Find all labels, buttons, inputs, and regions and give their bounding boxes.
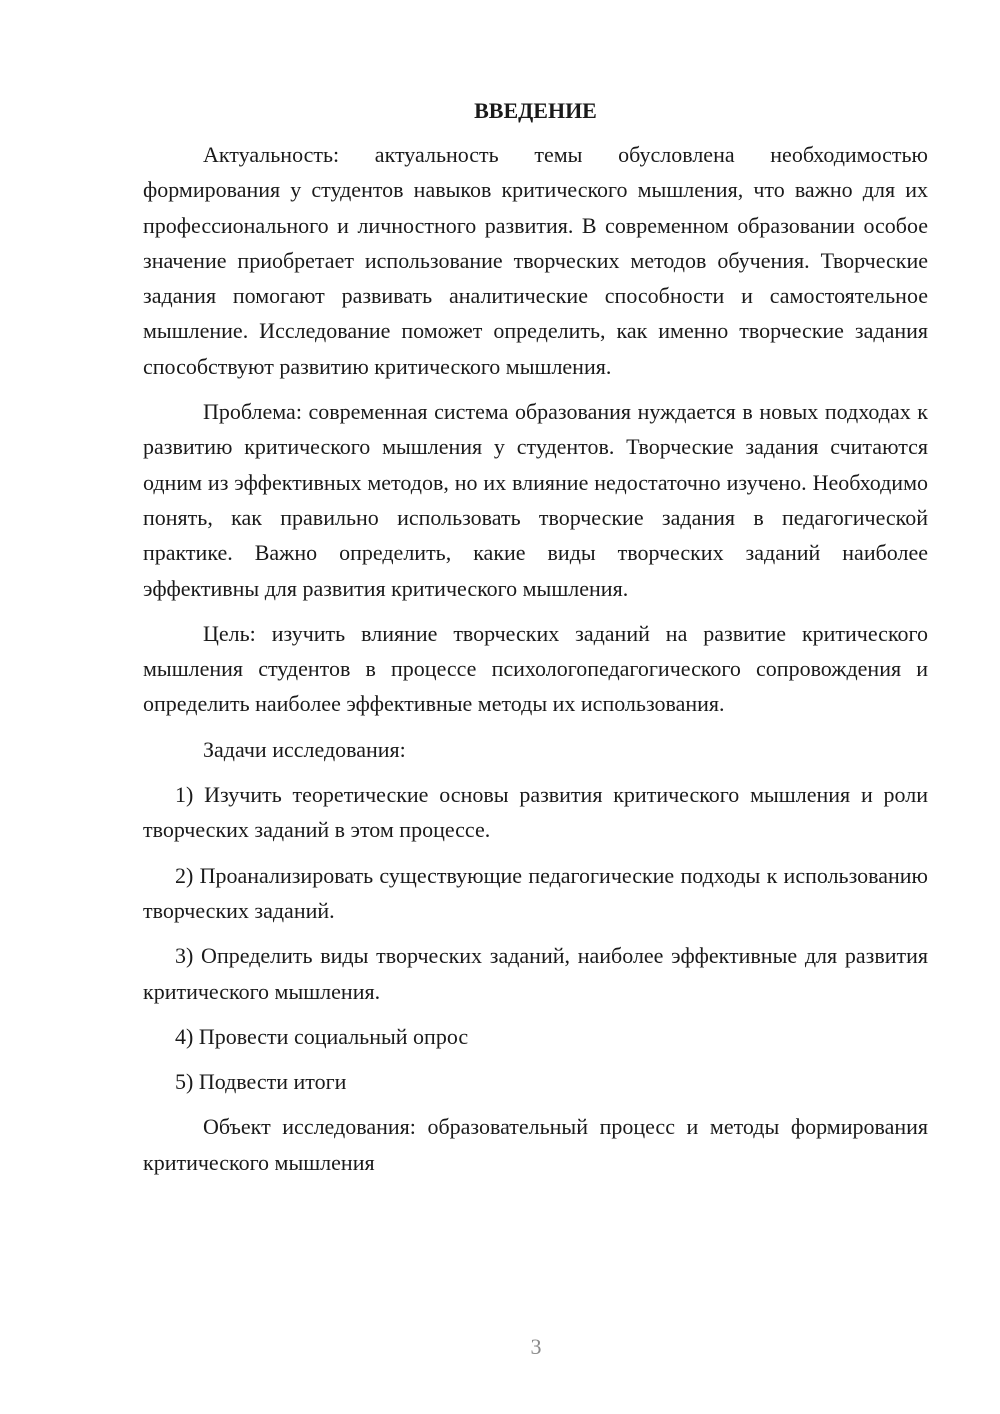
page-number: 3 [530, 1334, 542, 1359]
task-item-1: 1) Изучить теоретические основы развития критического мышления и роли творческих заданий в этом процессе. [143, 782, 928, 843]
document-page [143, 96, 928, 1190]
task-item-3: 3) Определить виды творческих заданий, наиболее эффективные для развития критического мышления. [143, 943, 928, 1004]
object-paragraph: Объект исследования: образовательный процесс и методы формирования критического мышления [143, 1114, 928, 1175]
tasks-heading: Задачи исследования: [203, 736, 406, 762]
relevance-paragraph: Актуальность: актуальность темы обусловлена необходимостью формирования у студентов навыков критического мышления, что важно для их профессионального и личностного развития. В современном образовании особое значение приобретает использование творческих методов обучения. Творческие задания помогают развивать аналитические способности и самостоятельное мышление. Исследование поможет определить, как именно творческие задания способствуют развитию критического мышления. [143, 142, 928, 379]
problem-paragraph: Проблема: современная система образования нуждается в новых подходах к развитию критического мышления у студентов. Творческие задания считаются одним из эффективных методов, но их влияние недостаточно изучено. Необходимо понять, как правильно использовать творческие задания в педагогической практике. Важно определить, какие виды творческих заданий наиболее эффективны для развития критического мышления. [143, 399, 928, 601]
task-item-5: 5) Подвести итоги [175, 1069, 347, 1095]
task-item-2: 2) Проанализировать существующие педагогические подходы к использованию творческих заданий. [143, 862, 928, 923]
task-item-4: 4) Провести социальный опрос [175, 1023, 469, 1049]
page-title: ВВЕДЕНИЕ [474, 98, 597, 123]
goal-paragraph: Цель: изучить влияние творческих заданий на развитие критического мышления студентов в процессе психологопедагогического сопровождения и определить наиболее эффективные методы их использования. [143, 620, 928, 717]
